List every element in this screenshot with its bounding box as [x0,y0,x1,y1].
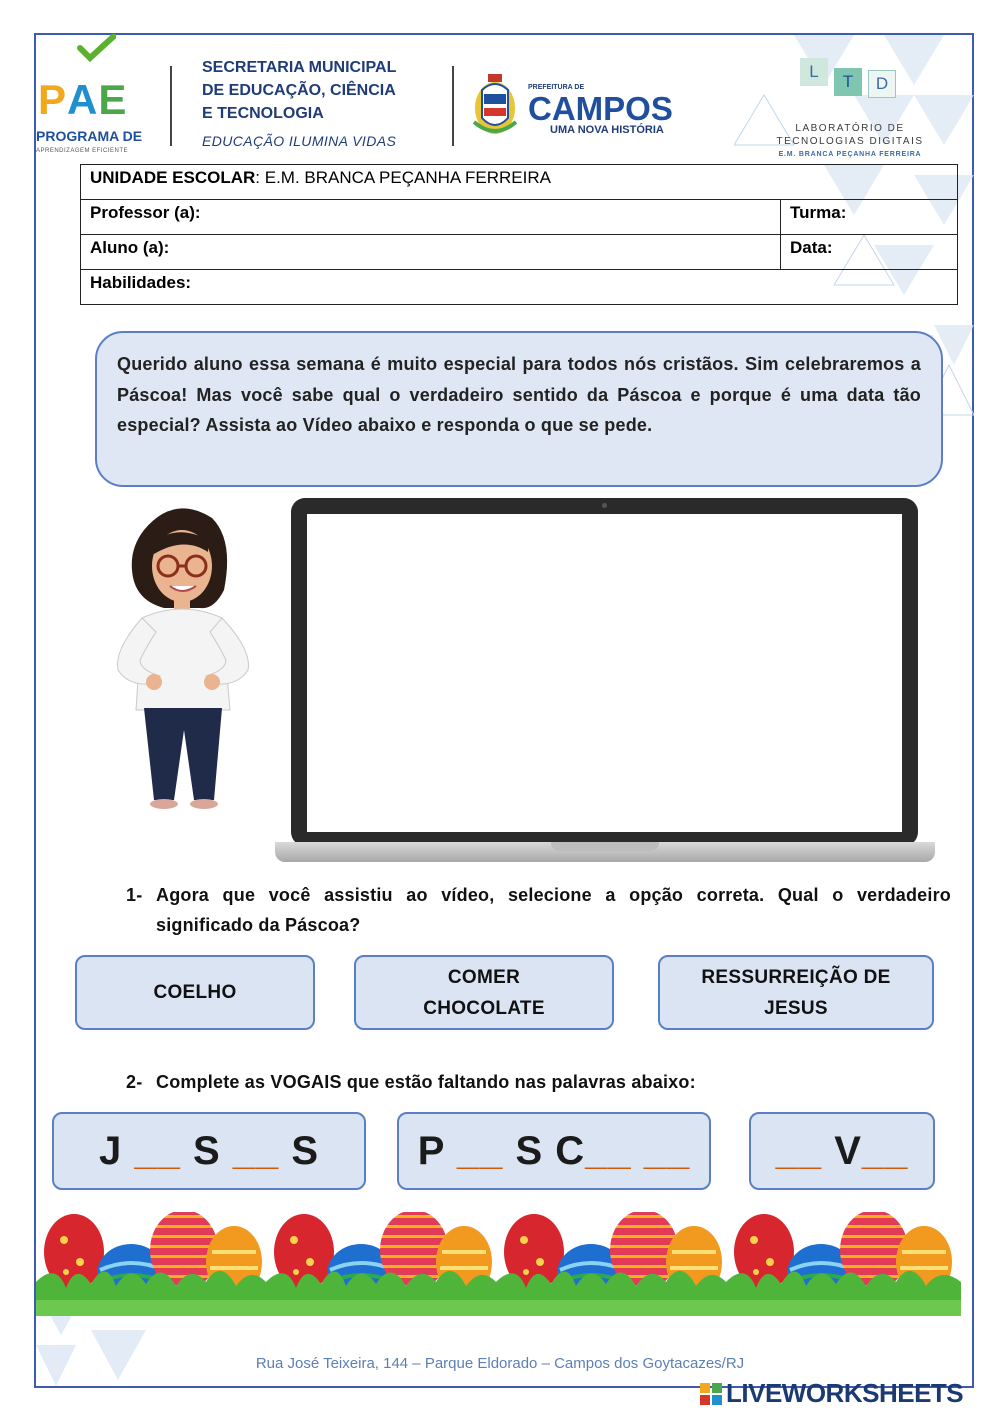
aluno-cell[interactable] [81,235,781,270]
option-2-line-2: CHOCOLATE [423,997,545,1019]
ltd-logo [760,52,960,162]
ltd-letter-l: L [800,58,828,86]
option-3-line-2: JESUS [764,997,828,1019]
ltd-line-2: TECNOLOGIAS DIGITAIS [776,136,924,147]
word-1-letters: S [180,1128,233,1173]
blank-input[interactable]: __ [643,1128,691,1173]
pae-program-title: PROGRAMA DE [36,128,143,144]
laptop-screen-bezel [291,498,918,846]
footer-address: Rua José Teixeira, 144 – Parque Eldorado – Campos dos Goytacazes/RJ [255,1355,745,1372]
blank-input[interactable]: __ [456,1128,504,1173]
unidade-escolar-value: : E.M. BRANCA PEÇANHA FERREIRA [255,168,551,187]
data-cell[interactable] [781,235,958,270]
pae-logo [36,40,146,158]
liveworksheets-logo-icon [700,1383,722,1405]
word-2-letters [632,1129,644,1174]
secretaria-slogan: EDUCAÇÃO ILUMINA VIDAS [202,133,397,149]
habilidades-cell [81,270,958,305]
blank-input[interactable]: __ [232,1128,280,1173]
secretaria-line-1: SECRETARIA MUNICIPAL [202,59,397,76]
pae-letter-a: A [67,76,99,123]
blank-input[interactable]: __ [861,1128,909,1173]
laptop-notch [551,842,659,851]
unidade-escolar-cell [81,165,958,200]
unidade-escolar-label: UNIDADE ESCOLAR [90,168,256,187]
student-info-table [80,164,958,305]
pae-letter-e: E [98,76,128,123]
word-box-jesus [52,1112,366,1190]
word-1-letters: S [279,1128,320,1173]
intro-bubble [95,331,943,487]
turma-label: Turma: [790,203,847,222]
question-1 [126,880,951,940]
pae-letters [38,76,127,124]
header-divider [170,66,172,146]
blank-input[interactable]: __ [585,1128,632,1173]
question-1-number: 1- [126,885,143,905]
campos-name: CAMPOS [528,90,673,127]
campos-logo [470,72,700,142]
aluno-label: Aluno (a): [90,238,170,257]
ltd-text [760,122,940,161]
question-2 [126,1067,951,1097]
option-1-line-1: COELHO [153,982,237,1003]
option-3-line-1: RESSURREIÇÃO DE [701,966,891,988]
option-ressurreicao-de-jesus[interactable] [658,955,934,1030]
video-laptop-frame [275,498,935,870]
ltd-line-1: LABORATÓRIO DE [795,123,905,134]
header-divider [452,66,454,146]
ltd-letter-d: D [868,70,896,98]
turma-cell[interactable] [781,200,958,235]
secretaria-block [202,56,442,149]
campos-tagline: UMA NOVA HISTÓRIA [550,124,664,136]
question-2-number: 2- [126,1072,143,1092]
word-2-letters: S C [503,1128,586,1173]
pae-program-subtitle: APRENDIZAGEM EFICIENTE [36,148,129,154]
word-2-letters: P [417,1128,457,1173]
liveworksheets-text: LIVEWORKSHEETS [726,1378,964,1408]
liveworksheets-watermark [700,1378,963,1409]
blank-input[interactable]: __ [134,1128,181,1173]
prefeitura-label: PREFEITURA DE [528,84,585,91]
word-1-letters: J [98,1128,135,1173]
webcam-icon [602,503,607,508]
word-box-ovo [749,1112,935,1190]
data-label: Data: [790,238,833,257]
blank-input[interactable]: __ [775,1128,823,1173]
ltd-letter-t: T [834,68,862,96]
intro-text: Querido aluno essa semana é muito especial para todos nós cristãos. Sim celebraremos a Páscoa! Mas você sabe qual o verdadeiro sentido da Páscoa e porque é uma data tão especial? Assista ao Vídeo abaixo e responda o que se pede. [117,354,921,435]
option-comer-chocolate[interactable] [354,955,614,1030]
ltd-line-3: E.M. BRANCA PEÇANHA FERREIRA [778,151,922,158]
professor-cell[interactable] [81,200,781,235]
professor-label: Professor (a): [90,203,201,222]
option-coelho[interactable] [75,955,315,1030]
habilidades-label: Habilidades: [90,273,192,292]
option-2-line-1: COMER [447,966,521,988]
teacher-avatar-illustration [104,500,264,815]
video-placeholder[interactable] [307,514,902,832]
word-box-pascoa [397,1112,711,1190]
question-1-text: Agora que você assistiu ao vídeo, selecione a opção correta. Qual o verdadeiro significado da Páscoa? [156,885,951,935]
question-2-text: Complete as VOGAIS que estão faltando nas palavras abaixo: [156,1072,696,1092]
secretaria-line-3: E TECNOLOGIA [202,105,324,122]
coat-of-arms-icon [470,72,520,142]
word-3-letters: V [822,1128,862,1173]
easter-eggs-border-illustration [36,1212,961,1316]
checkmark-icon [76,34,116,64]
secretaria-line-2: DE EDUCAÇÃO, CIÊNCIA [202,82,396,99]
pae-letter-p: P [38,76,68,123]
